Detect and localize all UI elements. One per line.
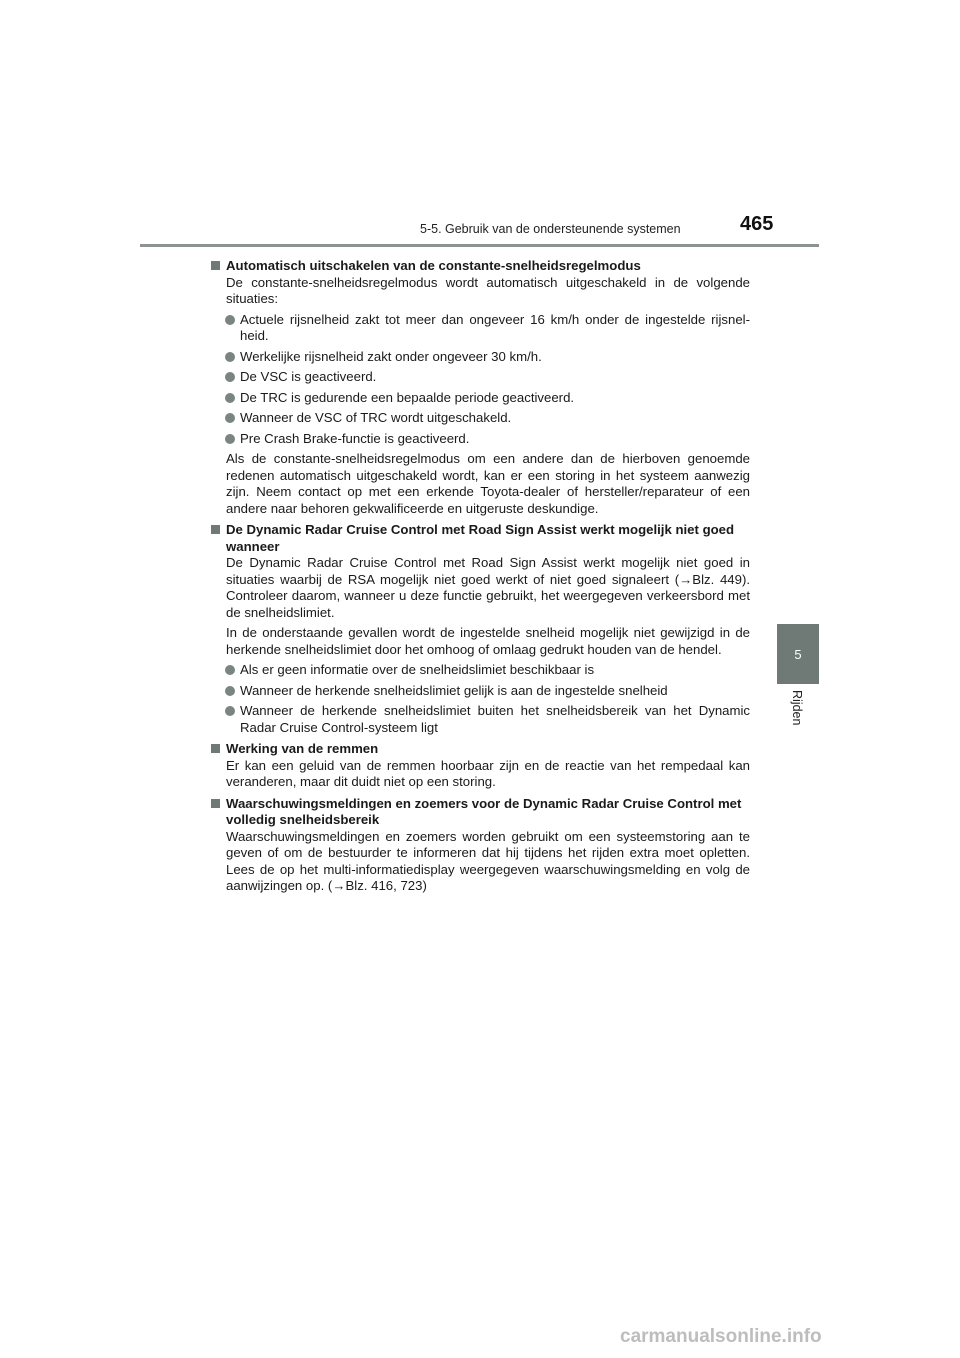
page-content: [210, 253, 750, 895]
section-paragraph: De Dynamic Radar Cruise Control met Road Sign Assist werkt mogelijk niet goed in situaties waarbij de RSA mogelijk niet goed werkt of niet goed signaleert (→Blz. 449). Controleer daarom, wanneer u deze functie gebruikt, het weergegeven verkeersbord met de snelheidslimiet.: [226, 555, 750, 620]
section-paragraph: Als de constante-snelheidsregelmodus om een andere dan de hierboven genoemde redenen automatisch uitgeschakeld wordt, kan er een storing in het systeem aanwezig zijn. Neem contact op met een erkende Toyota-dealer of hersteller/reparateur of een andere naar behoren gekwalificeerde en uitgeruste deskundige.: [226, 451, 750, 516]
bullet-item: Werkelijke rijsnelheid zakt onder ongeveer 30 km/h.: [210, 349, 750, 366]
chapter-number: 5: [794, 646, 802, 662]
chapter-label: Rijden: [790, 690, 804, 726]
bullet-item: Als er geen informatie over de snelheidslimiet beschikbaar is: [210, 662, 750, 679]
bullet-item: Wanneer de herkende snelheidslimiet buiten het snelheidsbereik van het Dynamic Radar Cruise Control-systeem ligt: [210, 703, 750, 736]
bullet-item: Actuele rijsnelheid zakt tot meer dan ongeveer 16 km/h onder de ingestelde rijsnel-heid.: [210, 312, 750, 345]
header-divider: [140, 244, 819, 247]
section-heading: Waarschuwingsmeldingen en zoemers voor de Dynamic Radar Cruise Control met volledig snelheidsbereik: [210, 796, 750, 829]
section-heading: De Dynamic Radar Cruise Control met Road Sign Assist werkt mogelijk niet goed wanneer: [210, 522, 750, 555]
section-paragraph: Waarschuwingsmeldingen en zoemers worden gebruikt om een systeemstoring aan te geven of om de bestuurder te informeren dat hij tijdens het rijden extra moet opletten. Lees de op het multi-informatiedisplay weergegeven waarschuwingsmelding en volg de aanwijzingen op. (→Blz. 416, 723): [226, 828, 750, 893]
chapter-tab: [777, 624, 819, 684]
section-paragraph: Er kan een geluid van de remmen hoorbaar zijn en de reactie van het rempedaal kan veranderen, maar dit duidt niet op een storing.: [226, 757, 750, 789]
section-paragraph: De constante-snelheidsregelmodus wordt automatisch uitgeschakeld in de volgende situaties:: [226, 274, 750, 306]
bullet-item: Wanneer de VSC of TRC wordt uitgeschakeld.: [210, 410, 750, 427]
section-heading: Automatisch uitschakelen van de constante-snelheidsregelmodus: [210, 258, 750, 275]
page-number: 465: [740, 213, 774, 235]
bullet-item: De TRC is gedurende een bepaalde periode geactiveerd.: [210, 390, 750, 407]
watermark-text: carmanualsonline.info: [620, 1326, 822, 1347]
bullet-item: Wanneer de herkende snelheidslimiet gelijk is aan de ingestelde snelheid: [210, 683, 750, 700]
bullet-item: De VSC is geactiveerd.: [210, 369, 750, 386]
bullet-list: [210, 662, 750, 736]
bullet-item: Pre Crash Brake-functie is geactiveerd.: [210, 431, 750, 448]
section-heading: Werking van de remmen: [210, 741, 750, 758]
bullet-list: [210, 312, 750, 448]
section-paragraph: In de onderstaande gevallen wordt de ingestelde snelheid mogelijk niet gewijzigd in de herkende snelheidslimiet door het omhoog of omlaag gedrukt houden van de hendel.: [226, 625, 750, 657]
header-section-title: 5-5. Gebruik van de ondersteunende systemen: [420, 222, 681, 236]
